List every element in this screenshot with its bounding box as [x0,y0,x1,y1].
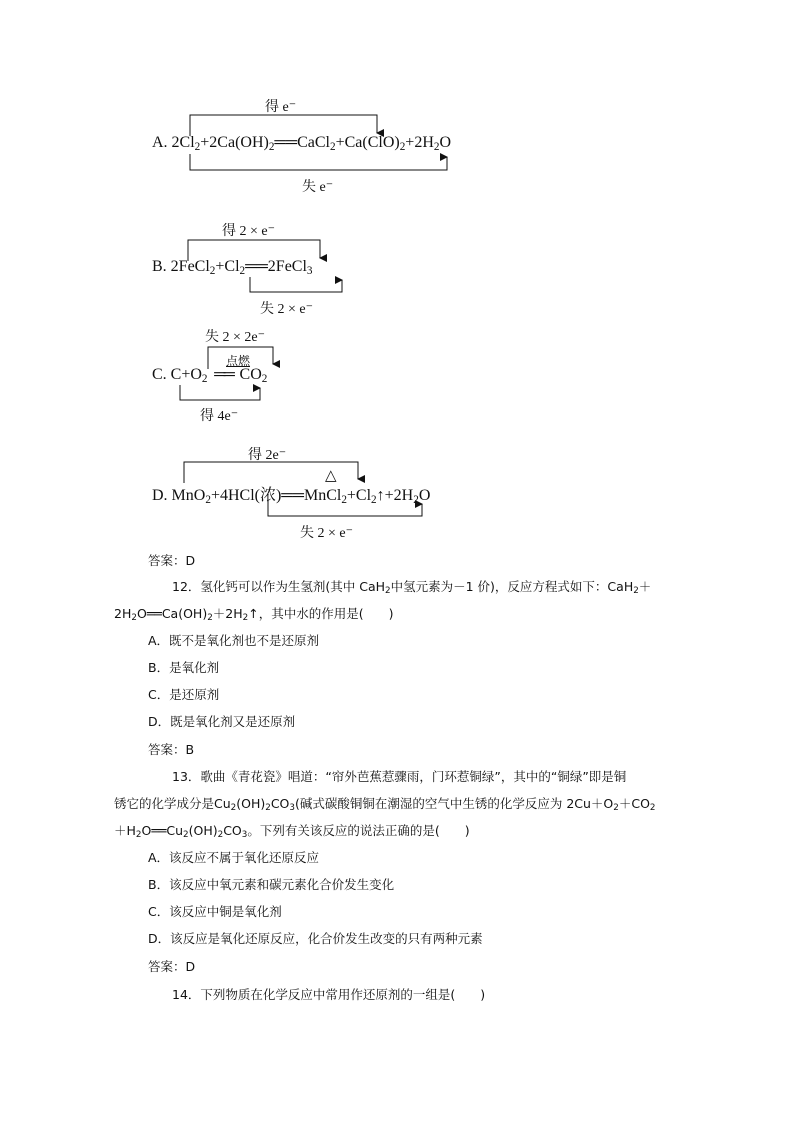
q13-line-2: 锈它的化学成分是$Cu_2(OH)_2CO_3$(碱式碳酸铜铜在潮湿的空气中生锈的化学反应为 $2Cu+O_2+CO_2$ [114,796,656,814]
eq-c-bottom-label: 得 4e⁻ [200,409,239,424]
eq-b-lose-bracket [250,277,342,292]
answer-13: 答案：D [148,959,196,974]
eq-a-gain-label: 得 e⁻ [265,100,297,115]
q13-line-1: 13．歌曲《青花瓷》唱道：“帘外芭蕉惹骤雨，门环惹铜绿”，其中的“铜绿”即是铜 [172,769,627,784]
q12-option-d: D．既是氧化剂又是还原剂 [148,714,296,729]
q12-option-c: C．是还原剂 [148,687,220,702]
answer-11: 答案：D [148,553,196,568]
eq-c-condition: 点燃 [226,354,251,368]
eq-a-lose-bracket [190,154,447,170]
eq-b-gain-label: 得 2 × e⁻ [222,224,275,239]
q13-option-b: B．该反应中氧元素和碳元素化合价发生变化 [148,877,395,892]
eq-c-bottom-bracket [180,385,260,400]
eq-d-gain-label: 得 2e⁻ [248,448,287,463]
eq-a-lose-label: 失 e⁻ [302,180,334,195]
q13-option-d: D．该反应是氧化还原反应，化合价发生改变的只有两种元素 [148,931,483,946]
q12-line-2: $2H_2O══Ca(OH)_2+2H_2↑$，其中水的作用是( ) [114,606,394,624]
eq-d-lose-label: 失 2 × e⁻ [300,526,353,541]
answer-12: 答案：B [148,742,195,757]
q12-option-a: A．既不是氧化剂也不是还原剂 [148,633,320,648]
eq-c-top-label: 失 2 × 2e⁻ [205,330,265,345]
equation-b: B. $2FeCl_2+Cl_2══2FeCl_3$ [152,258,313,277]
eq-d-condition: △ [325,468,337,484]
equation-d: D. MnO$_2$+4HCl(浓)$══MnCl_2+Cl_2↑+2H_2O$ [152,487,431,506]
eq-a-gain-bracket [190,115,377,136]
equation-a: A. $2Cl_2+2Ca(OH)_2══CaCl_2+Ca(ClO)_2+2H_2O$ [152,134,452,153]
equation-c: C. $C+O_2$ ══ $CO_2$ [152,366,268,385]
q12-line-1: 12．氢化钙可以作为生氢剂(其中 CaH$_2$中氢元素为－1 价)，反应方程式如下：CaH$_2$＋ [172,579,652,597]
eq-b-lose-label: 失 2 × e⁻ [260,302,313,317]
q13-line-3: $+H_2O══Cu_2(OH)_2CO_3$。下列有关该反应的说法正确的是( ) [114,823,470,841]
q13-option-a: A．该反应不属于氧化还原反应 [148,850,320,865]
q13-option-c: C．该反应中铜是氧化剂 [148,904,282,919]
q14-stem: 14．下列物质在化学反应中常用作还原剂的一组是( ) [172,987,486,1002]
q12-option-b: B．是氧化剂 [148,660,220,675]
